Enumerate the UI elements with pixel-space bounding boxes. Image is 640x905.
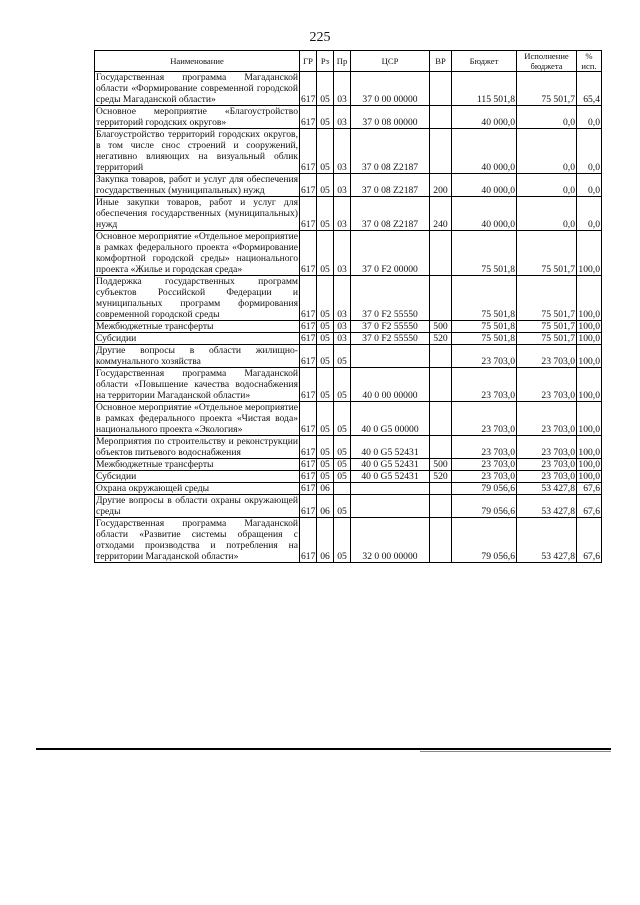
cell-name: Основное мероприятие «Отдельное мероприятие в рамках федерального проекта «Формирование комфортной городской среды» национального проекта «Жилье и городская среда» bbox=[96, 231, 298, 275]
cell-gr: 617 bbox=[300, 231, 317, 276]
cell-budget: 23 703,0 bbox=[452, 402, 517, 436]
cell-pr: 03 bbox=[334, 72, 351, 106]
cell-budget: 40 000,0 bbox=[452, 106, 517, 129]
cell-name: Другие вопросы в области жилищно-коммунального хозяйства bbox=[96, 345, 298, 367]
cell-pr: 05 bbox=[334, 345, 351, 368]
cell-rz: 05 bbox=[317, 471, 334, 483]
cell-budget: 40 000,0 bbox=[452, 197, 517, 231]
footer-divider-thin bbox=[420, 751, 611, 752]
cell-name: Мероприятия по строительству и реконструкции объектов питьевого водоснабжения bbox=[96, 436, 298, 458]
cell-budget: 79 056,6 bbox=[452, 518, 517, 563]
cell-percent: 100,0 bbox=[578, 471, 600, 482]
cell-vr bbox=[430, 345, 452, 368]
cell-name: Субсидии bbox=[95, 471, 300, 483]
cell-pr: 03 bbox=[334, 174, 351, 197]
cell-csr: 37 0 08 Z2187 bbox=[351, 174, 430, 197]
cell-percent: 0,0 bbox=[577, 129, 602, 174]
cell-pr: 05 bbox=[334, 495, 351, 518]
cell-pr: 05 bbox=[334, 518, 351, 563]
cell-csr: 37 0 F2 55550 bbox=[351, 321, 430, 333]
cell-rz: 05 bbox=[317, 106, 334, 129]
cell-gr: 617 bbox=[300, 197, 317, 231]
cell-vr bbox=[430, 402, 452, 436]
cell-budget: 23 703,0 bbox=[452, 345, 517, 368]
cell-pr: 03 bbox=[334, 276, 351, 321]
cell-execution: 23 703,0 bbox=[517, 345, 577, 368]
cell-rz: 05 bbox=[317, 197, 334, 231]
cell-name: Иные закупки товаров, работ и услуг для обеспечения государственных (муниципальных) нужд bbox=[96, 197, 298, 230]
cell-csr: 40 0 G5 00000 bbox=[351, 402, 430, 436]
footer-divider bbox=[36, 748, 611, 750]
cell-vr bbox=[430, 72, 452, 106]
header-gr: ГР bbox=[300, 51, 317, 72]
cell-name: Межбюджетные трансферты bbox=[95, 321, 300, 333]
cell-execution: 75 501,7 bbox=[517, 333, 577, 345]
cell-gr: 617 bbox=[301, 459, 316, 470]
cell-gr: 617 bbox=[300, 345, 317, 368]
cell-gr: 617 bbox=[300, 495, 317, 518]
cell-execution: 75 501,7 bbox=[517, 231, 577, 276]
cell-pr: 03 bbox=[334, 321, 351, 333]
cell-name: Государственная программа Магаданской области «Формирование современной городской среды Магаданской области» bbox=[96, 72, 298, 105]
cell-budget: 23 703,0 bbox=[452, 368, 517, 402]
cell-rz: 05 bbox=[317, 174, 334, 197]
cell-percent: 0,0 bbox=[577, 174, 602, 197]
cell-rz: 05 bbox=[317, 345, 334, 368]
cell-execution: 53 427,8 bbox=[517, 483, 577, 495]
cell-csr: 40 0 G5 52431 bbox=[351, 471, 430, 483]
header-vr: ВР bbox=[430, 51, 452, 72]
cell-rz: 05 bbox=[317, 368, 334, 402]
cell-rz: 05 bbox=[317, 72, 334, 106]
cell-gr: 617 bbox=[300, 518, 317, 563]
header-csr: ЦСР bbox=[351, 51, 430, 72]
cell-rz: 06 bbox=[317, 495, 334, 518]
cell-execution: 53 427,8 bbox=[517, 495, 577, 518]
cell-csr: 37 0 F2 55550 bbox=[351, 276, 430, 321]
cell-budget: 115 501,8 bbox=[452, 72, 517, 106]
cell-name: Основное мероприятие «Благоустройство территорий городских округов» bbox=[96, 106, 298, 128]
budget-table bbox=[94, 50, 602, 563]
cell-budget: 40 000,0 bbox=[452, 129, 517, 174]
cell-pr: 03 bbox=[334, 129, 351, 174]
cell-budget: 40 000,0 bbox=[452, 174, 517, 197]
table-row bbox=[95, 459, 602, 471]
cell-rz: 05 bbox=[317, 231, 334, 276]
cell-vr: 240 bbox=[430, 197, 452, 231]
cell-vr bbox=[430, 106, 452, 129]
table-row bbox=[95, 129, 602, 174]
cell-vr: 200 bbox=[430, 174, 452, 197]
table-row bbox=[95, 333, 602, 345]
cell-gr: 617 bbox=[301, 321, 316, 332]
cell-csr: 37 0 00 00000 bbox=[351, 72, 430, 106]
cell-gr: 617 bbox=[300, 368, 317, 402]
cell-budget: 75 501,8 bbox=[452, 321, 517, 333]
table-row bbox=[95, 345, 602, 368]
cell-execution: 23 703,0 bbox=[517, 459, 577, 471]
cell-gr: 617 bbox=[300, 402, 317, 436]
cell-vr: 500 bbox=[430, 321, 452, 333]
cell-pr: 05 bbox=[334, 471, 351, 483]
cell-csr bbox=[351, 495, 430, 518]
cell-rz: 05 bbox=[317, 333, 334, 345]
cell-name: Государственная программа Магаданской области «Повышение качества водоснабжения на территории Магаданской области» bbox=[96, 368, 298, 401]
cell-name: Охрана окружающей среды bbox=[95, 483, 300, 495]
cell-rz: 06 bbox=[317, 483, 334, 495]
cell-csr bbox=[351, 483, 430, 495]
cell-percent: 100,0 bbox=[577, 231, 602, 276]
cell-gr: 617 bbox=[301, 333, 316, 344]
cell-rz: 05 bbox=[317, 402, 334, 436]
cell-csr: 40 0 G5 52431 bbox=[351, 459, 430, 471]
cell-budget: 75 501,8 bbox=[452, 333, 517, 345]
cell-budget: 23 703,0 bbox=[452, 471, 517, 483]
cell-gr: 617 bbox=[300, 106, 317, 129]
cell-name: Благоустройство территорий городских округов, в том числе снос строений и сооружений, негативно влияющих на визуальный облик территорий bbox=[96, 129, 298, 173]
cell-percent: 67,6 bbox=[577, 483, 602, 495]
header-budget: Бюджет bbox=[452, 51, 517, 72]
header-rz: Рз bbox=[317, 51, 334, 72]
cell-name: Другие вопросы в области охраны окружающей среды bbox=[96, 495, 298, 517]
cell-rz: 05 bbox=[317, 459, 334, 471]
cell-vr bbox=[430, 495, 452, 518]
cell-budget: 23 703,0 bbox=[452, 436, 517, 459]
table-body bbox=[95, 72, 602, 563]
cell-gr: 617 bbox=[300, 129, 317, 174]
cell-vr bbox=[430, 436, 452, 459]
cell-budget: 75 501,8 bbox=[452, 231, 517, 276]
cell-vr bbox=[430, 276, 452, 321]
cell-rz: 05 bbox=[317, 321, 334, 333]
cell-gr: 617 bbox=[301, 483, 316, 494]
table-row bbox=[95, 368, 602, 402]
cell-name: Закупка товаров, работ и услуг для обеспечения государственных (муниципальных) нужд bbox=[96, 174, 298, 196]
cell-vr bbox=[430, 129, 452, 174]
cell-pr: 05 bbox=[334, 436, 351, 459]
cell-percent: 65,4 bbox=[577, 72, 602, 106]
cell-name: Поддержка государственных программ субъектов Российской Федерации и муниципальных программ формирования современной городской среды bbox=[96, 276, 298, 320]
cell-rz: 05 bbox=[317, 129, 334, 174]
cell-gr: 617 bbox=[300, 436, 317, 459]
cell-percent: 100,0 bbox=[578, 333, 600, 344]
cell-execution: 0,0 bbox=[517, 197, 577, 231]
cell-vr: 520 bbox=[430, 471, 452, 483]
cell-execution: 23 703,0 bbox=[517, 402, 577, 436]
cell-vr: 520 bbox=[430, 333, 452, 345]
cell-vr bbox=[430, 518, 452, 563]
cell-vr bbox=[430, 231, 452, 276]
table-row bbox=[95, 197, 602, 231]
table-row bbox=[95, 321, 602, 333]
table-row bbox=[95, 174, 602, 197]
cell-percent: 67,6 bbox=[577, 518, 602, 563]
cell-percent: 100,0 bbox=[577, 436, 602, 459]
cell-vr bbox=[430, 368, 452, 402]
table-row bbox=[95, 72, 602, 106]
cell-gr: 617 bbox=[301, 471, 316, 482]
cell-rz: 06 bbox=[317, 518, 334, 563]
header-pr: Пр bbox=[334, 51, 351, 72]
cell-csr: 37 0 08 00000 bbox=[351, 106, 430, 129]
cell-pr: 03 bbox=[334, 106, 351, 129]
cell-execution: 0,0 bbox=[517, 129, 577, 174]
cell-pr: 05 bbox=[334, 368, 351, 402]
page-number: 225 bbox=[309, 30, 331, 45]
header-name: Наименование bbox=[95, 51, 300, 72]
cell-name: Межбюджетные трансферты bbox=[95, 459, 300, 471]
table-row bbox=[95, 436, 602, 459]
cell-budget: 79 056,6 bbox=[452, 495, 517, 518]
cell-gr: 617 bbox=[300, 276, 317, 321]
cell-name: Субсидии bbox=[95, 333, 300, 345]
cell-execution: 75 501,7 bbox=[517, 72, 577, 106]
cell-gr: 617 bbox=[300, 174, 317, 197]
cell-csr bbox=[351, 345, 430, 368]
cell-percent: 100,0 bbox=[577, 276, 602, 321]
header-percent: % исп. bbox=[577, 51, 602, 72]
cell-execution: 0,0 bbox=[517, 106, 577, 129]
cell-vr: 500 bbox=[430, 459, 452, 471]
cell-rz: 05 bbox=[317, 436, 334, 459]
cell-name: Основное мероприятие «Отдельное мероприятие в рамках федерального проекта «Чистая вода» национального проекта «Экология» bbox=[96, 402, 298, 435]
cell-pr bbox=[334, 483, 351, 495]
cell-rz: 05 bbox=[317, 276, 334, 321]
cell-execution: 23 703,0 bbox=[517, 471, 577, 483]
cell-csr: 32 0 00 00000 bbox=[351, 518, 430, 563]
cell-budget: 23 703,0 bbox=[452, 459, 517, 471]
cell-percent: 100,0 bbox=[577, 345, 602, 368]
table-row bbox=[95, 106, 602, 129]
cell-percent: 100,0 bbox=[578, 459, 600, 470]
cell-csr: 37 0 F2 55550 bbox=[351, 333, 430, 345]
table-row bbox=[95, 231, 602, 276]
table-row bbox=[95, 483, 602, 495]
table-row bbox=[95, 518, 602, 563]
cell-execution: 0,0 bbox=[517, 174, 577, 197]
table-row bbox=[95, 495, 602, 518]
cell-csr: 40 0 00 00000 bbox=[351, 368, 430, 402]
cell-csr: 37 0 08 Z2187 bbox=[351, 129, 430, 174]
cell-gr: 617 bbox=[300, 72, 317, 106]
cell-percent: 0,0 bbox=[577, 197, 602, 231]
table-header-row bbox=[95, 51, 602, 72]
cell-name: Государственная программа Магаданской области «Развитие системы обращения с отходами производства и потребления на территории Магаданской области» bbox=[96, 518, 298, 562]
cell-vr bbox=[430, 483, 452, 495]
cell-execution: 23 703,0 bbox=[517, 436, 577, 459]
cell-percent: 100,0 bbox=[577, 368, 602, 402]
table-row bbox=[95, 402, 602, 436]
cell-pr: 03 bbox=[334, 231, 351, 276]
cell-execution: 53 427,8 bbox=[517, 518, 577, 563]
cell-percent: 0,0 bbox=[577, 106, 602, 129]
cell-csr: 37 0 F2 00000 bbox=[351, 231, 430, 276]
cell-execution: 75 501,7 bbox=[517, 321, 577, 333]
cell-execution: 75 501,7 bbox=[517, 276, 577, 321]
table-row bbox=[95, 276, 602, 321]
cell-pr: 03 bbox=[334, 333, 351, 345]
cell-percent: 100,0 bbox=[577, 402, 602, 436]
table-row bbox=[95, 471, 602, 483]
cell-pr: 03 bbox=[334, 197, 351, 231]
cell-budget: 75 501,8 bbox=[452, 276, 517, 321]
cell-budget: 79 056,6 bbox=[452, 483, 517, 495]
cell-percent: 67,6 bbox=[577, 495, 602, 518]
cell-percent: 100,0 bbox=[578, 321, 600, 332]
cell-pr: 05 bbox=[334, 402, 351, 436]
cell-execution: 23 703,0 bbox=[517, 368, 577, 402]
cell-csr: 40 0 G5 52431 bbox=[351, 436, 430, 459]
cell-pr: 05 bbox=[334, 459, 351, 471]
header-execution: Исполнение бюджета bbox=[517, 51, 577, 72]
cell-csr: 37 0 08 Z2187 bbox=[351, 197, 430, 231]
